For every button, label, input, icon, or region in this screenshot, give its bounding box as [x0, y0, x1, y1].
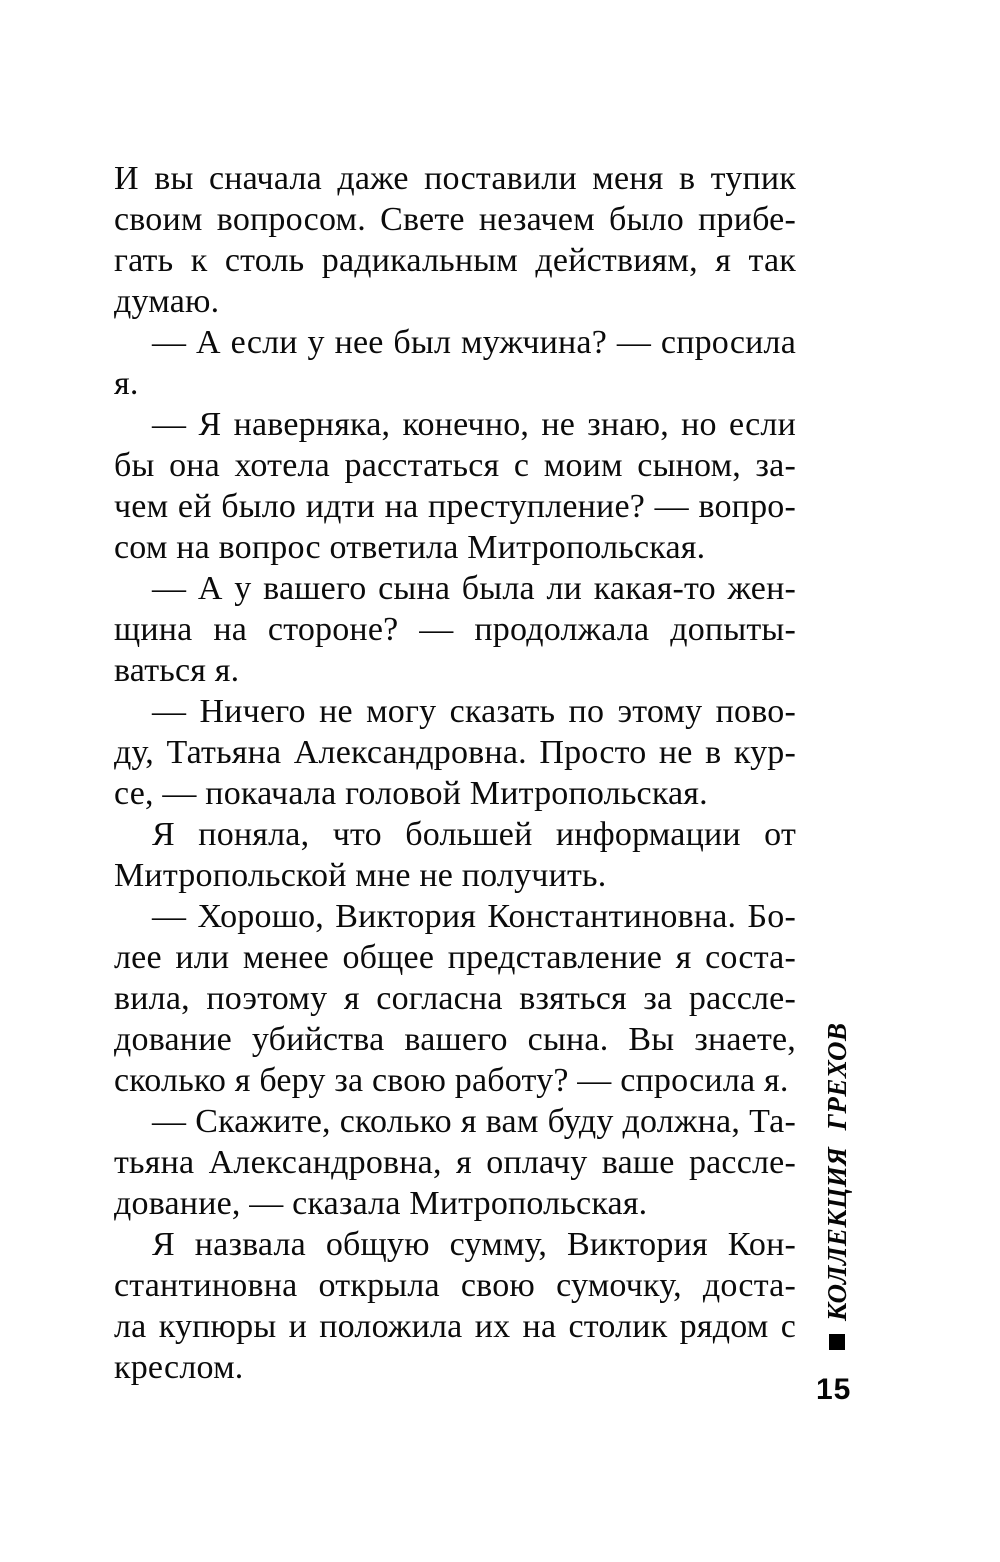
text-line: — А если у нее был мужчина? — спросила я.: [114, 324, 796, 402]
text-line: дование, — сказала Митропольская.: [114, 1185, 648, 1222]
text-line: — Хорошо, Виктория Константиновна. Бо-: [152, 898, 796, 935]
text-line: — Ничего не могу сказать по этому пово-: [152, 693, 796, 730]
text-line: сом на вопрос ответила Митропольская.: [114, 529, 706, 566]
text-block: [114, 158, 796, 1388]
text-line: чем ей было идти на преступление? — вопро-: [114, 488, 796, 525]
page-number: 15: [816, 1373, 852, 1406]
text-line: — Скажите, сколько я вам буду должна, Та-: [152, 1103, 796, 1140]
text-line: стантиновна открыла свою сумочку, доста-: [114, 1267, 796, 1304]
square-marker-icon: [829, 1334, 845, 1350]
text-line: ваться я.: [114, 652, 240, 689]
series-title: КОЛЛЕКЦИЯ ГРЕХОВ: [821, 1022, 852, 1321]
text-line: — Я наверняка, конечно, не знаю, но если: [152, 406, 796, 443]
text-line: щина на стороне? — продолжала допыты-: [114, 611, 796, 648]
series-banner: [820, 1022, 854, 1350]
text-line: — А у вашего сына была ли какая-то жен-: [152, 570, 796, 607]
text-line: своим вопросом. Свете незачем было прибе-: [114, 201, 796, 238]
text-line: бы она хотела расстаться с моим сыном, за-: [114, 447, 796, 484]
text-line: думаю.: [114, 283, 220, 320]
text-line: Митропольской мне не получить.: [114, 857, 607, 894]
text-line: лее или менее общее представление я соста-: [114, 939, 796, 976]
text-line: И вы сначала даже поставили меня в тупик: [114, 160, 796, 197]
text-line: ла купюры и положила их на столик рядом с: [114, 1308, 796, 1345]
text-line: тьяна Александровна, я оплачу ваше рассле-: [114, 1144, 796, 1181]
text-line: креслом.: [114, 1349, 244, 1386]
text-line: сколько я беру за свою работу? — спросила я.: [114, 1062, 789, 1099]
text-line: гать к столь радикальным действиям, я так: [114, 242, 796, 279]
text-line: вила, поэтому я согласна взяться за рассле-: [114, 980, 796, 1017]
text-line: дование убийства вашего сына. Вы знаете,: [114, 1021, 796, 1058]
text-line: ду, Татьяна Александровна. Просто не в кур-: [114, 734, 796, 771]
text-line: Я назвала общую сумму, Виктория Кон-: [152, 1226, 796, 1263]
text-line: се, — покачала головой Митропольская.: [114, 775, 708, 812]
text-line: Я поняла, что большей информации от: [152, 816, 796, 853]
